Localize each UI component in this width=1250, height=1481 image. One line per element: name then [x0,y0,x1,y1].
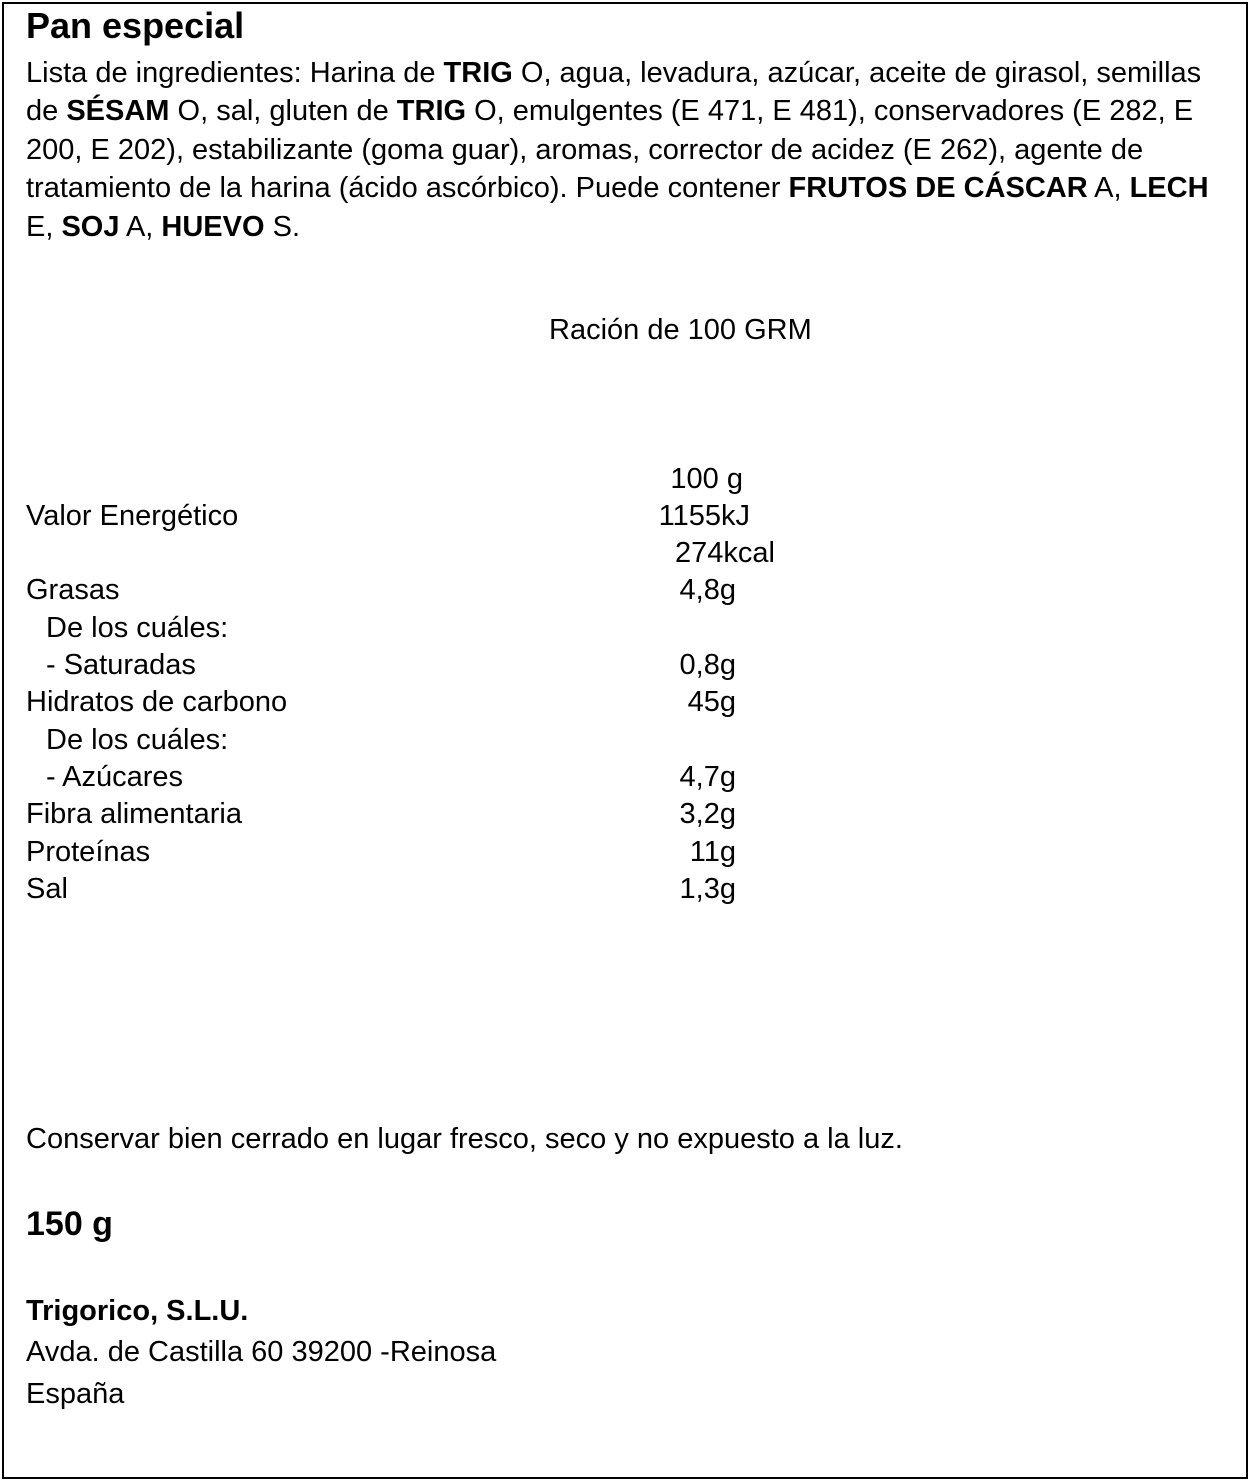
nutrient-label-protein: Proteínas [26,836,151,868]
nutrient-value-fibre: 3,2g [679,798,736,830]
energy-label: Valor Energético [26,500,239,532]
ration-label: Ración de 100 GRM [549,314,812,346]
ingredient-text: Lista de ingredientes: Harina de [26,57,444,89]
nutrient-value-salt: 1,3g [679,873,736,905]
energy-kj-value: 1155kJ [658,500,750,532]
ingredient-text: O, emulgentes (E 471, E 481), conservadores (E 282, E 200, E 202), estabilizante (goma guar), aromas, corrector de acidez (E 262), agente de tratamiento de la harina (ácido ascórbico). Puede contener [26,95,1194,205]
allergen-highlight: HUEVO [161,210,265,243]
allergen-highlight: SÉSAM [66,95,170,128]
nutrient-label-fat: Grasas [26,574,120,606]
allergen-highlight: FRUTOS DE CÁSCAR [788,172,1088,205]
allergen-highlight: LECH [1129,172,1209,205]
nutrient-label-fat-of-which: De los cuáles: [46,612,229,644]
ingredient-text: E, [26,210,62,243]
nutrient-label-salt: Sal [26,873,68,905]
ingredient-text: A, [119,210,162,243]
ingredient-text: A, [1087,172,1130,205]
manufacturer-country: España [26,1378,125,1410]
nutrient-value-fat: 4,8g [679,574,736,606]
product-title: Pan especial [26,5,245,46]
nutrient-label-sugars: - Azúcares [46,761,183,793]
ingredients-list [26,54,1216,246]
nutrient-value-protein: 11g [689,836,736,868]
energy-kcal-value: 274kcal [675,537,775,569]
allergen-highlight: TRIG [396,95,467,128]
allergen-highlight: TRIG [443,57,513,89]
nutrient-label-carbohydrates: Hidratos de carbono [26,686,288,718]
net-weight: 150 g [26,1205,113,1243]
nutrient-value-sugars: 4,7g [679,761,736,793]
ingredient-text: O, sal, gluten de [169,95,397,128]
nutrient-value-saturates: 0,8g [679,649,736,681]
ingredient-text: S. [264,210,301,243]
ingredient-text: O, agua, levadura, azúcar, aceite de girasol, semillas de [26,57,1202,128]
column-header: 100 g [670,463,743,495]
allergen-highlight: SOJ [61,210,120,243]
nutrient-label-carbs-of-which: De los cuáles: [46,724,229,756]
nutrient-label-saturates: - Saturadas [46,649,196,681]
nutrient-value-carbohydrates: 45g [687,686,736,718]
manufacturer-address: Avda. de Castilla 60 39200 -Reinosa [26,1336,497,1368]
storage-instructions: Conservar bien cerrado en lugar fresco, seco y no expuesto a la luz. [26,1123,903,1155]
nutrient-label-fibre: Fibra alimentaria [26,798,242,830]
manufacturer-name: Trigorico, S.L.U. [26,1295,249,1327]
